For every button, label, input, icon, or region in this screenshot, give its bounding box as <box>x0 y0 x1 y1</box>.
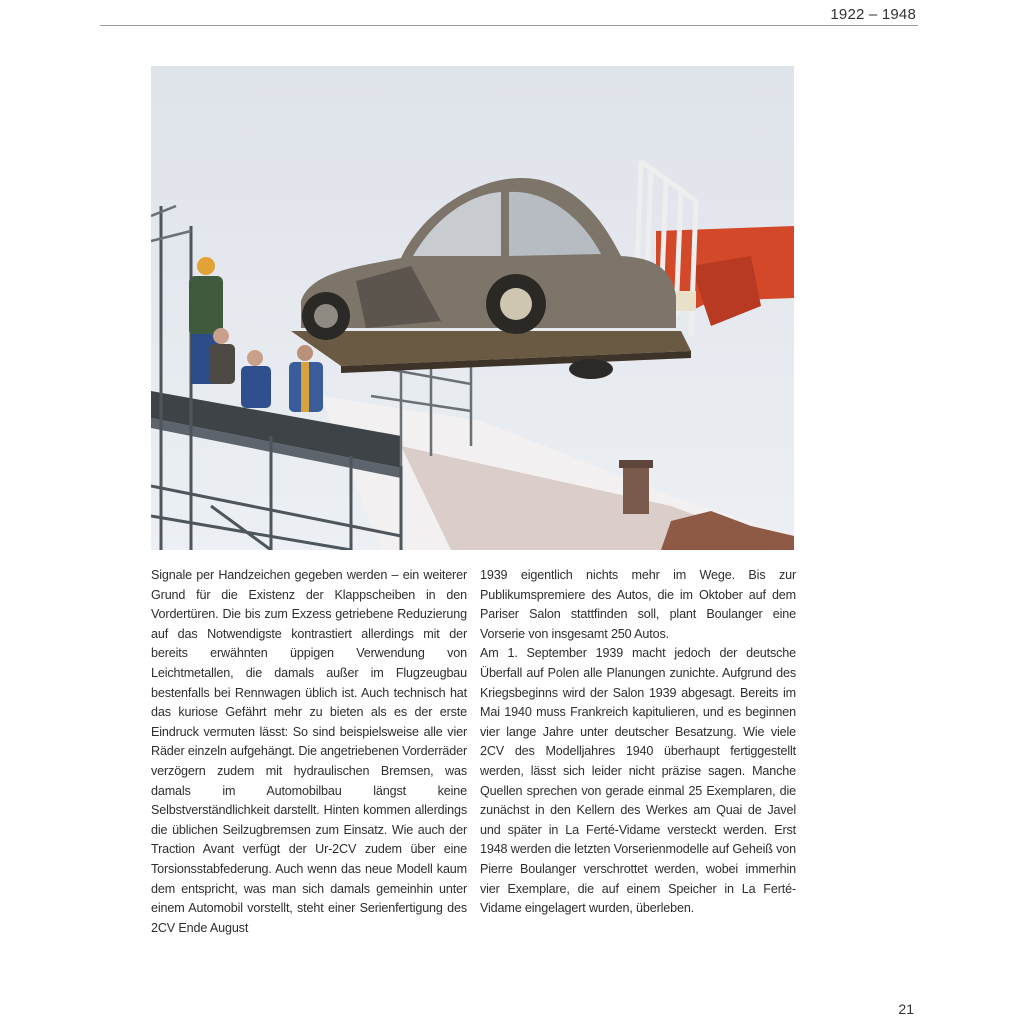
header-rule <box>100 25 918 26</box>
photo-car-lift <box>151 66 794 550</box>
chapter-range-label: 1922 – 1948 <box>830 6 916 23</box>
paragraph: Signale per Handzeichen gegeben werden – ein weiterer Grund für die Existenz der Klappscheiben in den Vordertüren. Die bis zum Exzess getriebene Reduzierung auf das Notwendigste kontrastiert allerdings mit der bereits erwähnten üppigen Verwendung von Leichtmetallen, die damals außer im Flugzeugbau bestenfalls bei Rennwagen üblich ist. Auch technisch hat das kuriose Gefährt mehr zu bieten als es der erste Eindruck vermuten lässt: So sind beispielsweise alle vier Räder einzeln aufgehängt. Die angetriebenen Vorderräder verzögern zudem mit hydraulischen Bremsen, was damals im Automobilbau längst keine Selbstverständlichkeit darstellt. Hinten kommen allerdings die üblichen Seilzugbremsen zum Einsatz. Wie auch der Traction Avant verfügt der Ur-2CV zudem über eine Torsionsstabfederung. Auch wenn das neue Modell kaum dem entspricht, was man sich damals gemeinhin unter einem Automobil vorstellt, steht einer Serienfertigung des 2CV Ende August <box>151 568 467 935</box>
photo-illustration <box>151 66 794 550</box>
paragraph: 1939 eigentlich nichts mehr im Wege. Bis zur Publikumspremiere des Autos, die im Oktober auf dem Pariser Salon stattfinden soll, plant Boulanger eine Vorserie von insgesamt 250 Autos. <box>480 568 796 641</box>
text-column-right <box>480 566 796 919</box>
paragraph: Am 1. September 1939 macht jedoch der deutsche Überfall auf Polen alle Planungen zunichte. Aufgrund des Kriegsbeginns wird der Salon 1939 abgesagt. Bereits im Mai 1940 muss Frankreich kapitulieren, und es beginnen vier lange Jahre unter deutscher Besatzung. Wie viele 2CV des Modelljahres 1940 überhaupt fertiggestellt werden, lässt sich leider nicht präzise sagen. Manche Quellen sprechen von gerade einmal 25 Exemplaren, die zunächst in den Kellern des Werkes am Quai de Javel und später in La Ferté-Vidame versteckt werden. Erst 1948 werden die letzten Vorserienmodelle auf Geheiß von Pierre Boulanger verschrottet werden, wobei immerhin vier Exemplare, die auf einem Speicher in La Ferté-Vidame eingelagert wurden, überleben. <box>480 646 796 916</box>
text-column-left <box>151 566 467 938</box>
page-number: 21 <box>898 1001 914 1017</box>
